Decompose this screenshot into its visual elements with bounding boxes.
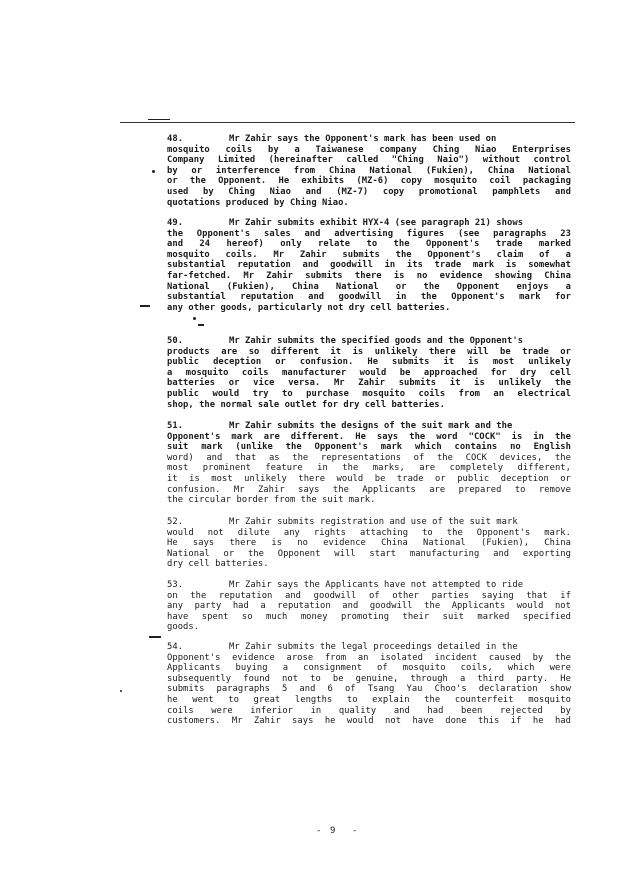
paragraph-line: substantial reputation and goodwill in its trade mark is somewhat xyxy=(167,260,571,271)
paragraph-number: 50. xyxy=(167,336,184,346)
paragraph-first-line: Mr Zahir says the Opponent's mark has been used on xyxy=(229,134,497,144)
paragraph-first-line: Mr Zahir submits exhibit HYX-4 (see paragraph 21) shows xyxy=(229,218,524,228)
paragraph-line: submits paragraphs 5 and 6 of Tsang Yau Choo's declaration show xyxy=(167,684,571,695)
paragraph-line: products are so different it is unlikely there will be trade or xyxy=(167,346,571,357)
paragraph-50 xyxy=(167,336,571,410)
page-number-dash-left: - xyxy=(316,826,322,836)
paragraph-line: most prominent feature in the marks, are completely different, xyxy=(167,463,571,474)
paragraph-53 xyxy=(167,580,571,633)
paragraph-first-line: Mr Zahir submits registration and use of the suit mark xyxy=(229,517,518,527)
paragraph-line: confusion. Mr Zahir says the Applicants are prepared to remove xyxy=(167,484,571,495)
paragraph-line: National or the Opponent will start manufacturing and exporting xyxy=(167,548,571,559)
paragraph-line: mosquito coils. Mr Zahir submits the Opponent's claim of a xyxy=(167,249,571,260)
paragraph-number: 51. xyxy=(167,421,184,431)
top-rule xyxy=(120,122,575,123)
paragraph-line: have spent so much money promoting their suit marked specified xyxy=(167,611,571,622)
paragraph-line: and 24 hereof) only relate to the Opponent's trade marked xyxy=(167,239,571,250)
paragraph-line: the circular border from the suit mark. xyxy=(167,495,376,506)
paragraph-first-line: Mr Zahir submits the legal proceedings detailed in the xyxy=(229,642,518,652)
paragraph-line: subsequently found not to be genuine, through a third party. He xyxy=(167,673,571,684)
paragraph-line: suit mark (unlike the Opponent's mark which contains no English xyxy=(167,442,571,453)
paragraph-line: shop, the normal sale outlet for dry cell batteries. xyxy=(167,399,446,410)
paragraph-line: public deception or confusion. He submits it is most unlikely xyxy=(167,357,571,368)
paragraph-line: he went to great lengths to explain the counterfeit mosquito xyxy=(167,694,571,705)
paragraph-52 xyxy=(167,517,571,570)
paragraph-number: 49. xyxy=(167,218,184,228)
scan-speck xyxy=(120,690,122,692)
paragraph-line: word) and that as the representations of the COCK devices, the xyxy=(167,452,571,463)
paragraph-line: Company Limited (hereinafter called "Ching Naio") without control xyxy=(167,155,571,166)
paragraph-first-line: Mr Zahir submits the designs of the suit mark and the xyxy=(229,421,513,431)
paragraph-51 xyxy=(167,421,571,506)
paragraph-first-line: Mr Zahir says the Applicants have not attempted to ride xyxy=(229,580,524,590)
paragraph-line: used by Ching Niao and (MZ-7) copy promotional pamphlets and xyxy=(167,186,571,197)
top-rule-mark xyxy=(148,119,170,120)
paragraph-49 xyxy=(167,218,571,313)
paragraph-number: 48. xyxy=(167,134,184,144)
paragraph-54 xyxy=(167,642,571,727)
paragraph-line: it is most unlikely there would be trade or public deception or xyxy=(167,473,571,484)
margin-dash-mark xyxy=(140,305,150,307)
paragraph-line: Applicants buying a consignment of mosquito coils, which were xyxy=(167,663,571,674)
paragraph-line: by or interference from China National (Fukien), China National xyxy=(167,165,571,176)
scan-speck xyxy=(193,317,196,320)
paragraph-line: the Opponent's sales and advertising figures (see paragraphs 23 xyxy=(167,228,571,239)
paragraph-line: goods. xyxy=(167,622,200,633)
paragraph-line: public would try to purchase mosquito coils from an electrical xyxy=(167,388,571,399)
page-number: 9 xyxy=(330,826,337,836)
page-number-dash-right: - xyxy=(352,826,358,836)
paragraph-line: mosquito coils by a Taiwanese company Ching Niao Enterprises xyxy=(167,144,571,155)
paragraph-line: customers. Mr Zahir says he would not have done this if he had xyxy=(167,716,571,727)
paragraph-line: quotations produced by Ching Niao. xyxy=(167,197,349,208)
paragraph-line: a mosquito coils manufacturer would be approached for dry cell xyxy=(167,367,571,378)
paragraph-line: substantial reputation and goodwill in the Opponent's mark for xyxy=(167,292,571,303)
paragraph-line: far-fetched. Mr Zahir submits there is no evidence showing China xyxy=(167,270,571,281)
paragraph-number: 52. xyxy=(167,517,184,527)
paragraph-48 xyxy=(167,134,571,208)
paragraph-line: batteries or vice versa. Mr Zahir submits it is unlikely the xyxy=(167,378,571,389)
paragraph-first-line: Mr Zahir submits the specified goods and the Opponent's xyxy=(229,336,524,346)
scan-speck xyxy=(152,170,155,173)
paragraph-line: Opponent's evidence arose from an isolated incident caused by the xyxy=(167,652,571,663)
paragraph-line: He says there is no evidence China National (Fukien), China xyxy=(167,538,571,549)
paragraph-line: Opponent's mark are different. He says the word "COCK" is in the xyxy=(167,431,571,442)
margin-dash-mark xyxy=(149,636,161,638)
paragraph-line: or the Opponent. He exhibits (MZ-6) copy mosquito coil packaging xyxy=(167,176,571,187)
paragraph-number: 53. xyxy=(167,580,184,590)
paragraph-line: any party had a reputation and goodwill the Applicants would not xyxy=(167,601,571,612)
paragraph-number: 54. xyxy=(167,642,184,652)
paragraph-line: would not dilute any rights attaching to the Opponent's mark. xyxy=(167,527,571,538)
scan-speck xyxy=(198,324,204,326)
paragraph-line: on the reputation and goodwill of other parties saying that if xyxy=(167,590,571,601)
paragraph-line: coils were inferior in quality and had been rejected by xyxy=(167,705,571,716)
paragraph-line: any other goods, particularly not dry cell batteries. xyxy=(167,302,451,313)
paragraph-line: dry cell batteries. xyxy=(167,559,269,570)
paragraph-line: National (Fukien), China National or the Opponent enjoys a xyxy=(167,281,571,292)
